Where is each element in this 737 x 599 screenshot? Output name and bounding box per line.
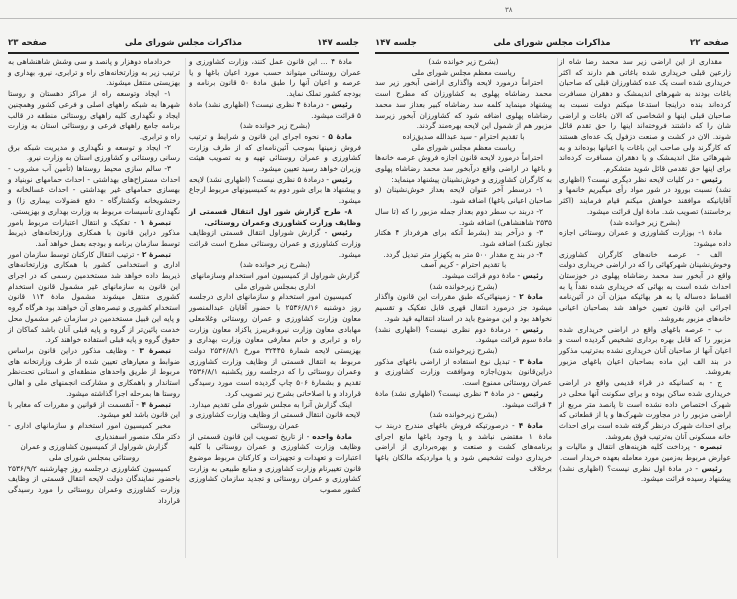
paragraph-text: ۴- در بند ج مقدار ۵۰۰ متر به یکهزار متر تبدیل گردد.: [383, 249, 543, 259]
paragraph: [8, 250, 180, 346]
paragraph: [375, 207, 552, 228]
paragraph: [375, 421, 552, 475]
speaker-or-article-label: تبصرهٔ ۳: [139, 345, 171, 355]
paragraph: [189, 132, 361, 175]
paragraph: [375, 185, 552, 206]
paragraph: [375, 325, 552, 346]
paragraph-text: - در کلیات لایحه نظر دیگری نیست؟ (اظهاری نشد) نسبت بورود در شور مواد رأی میگیریم خانمها و آقایانیکه موافقند خواهش میکنم قیام فرمایند (اکثر برخاستند) تصویب شد. مادهٔ اول قرائت میشود.: [559, 174, 731, 216]
paragraph-text: احتراماً درمورد لایحه واگذاری اراضی آبخور زیر سد محمد رضاشاه پهلوی به کشاورزان که مطرح است پیشنهاد مینماید کلمه سد رضاشاه کبیر بعداز سد محمد رضاشاه پهلوی اضافه شود که کشاورزان آبخور زیرسد مزبور هم از شمول این لایحه بهره‌مند گردند.: [375, 78, 552, 131]
paragraph-text: - درصورتیکه فروش باغهای مندرج دربند ب مادهٔ ۱ مقتضی نباشد و یا وجود باغها مانع اجرای برنامه‌های کشت و صنعت و بهره‌برداری از اراضی خریداری دولت تشخیص شود و یا مواردیکه مالکان باغها برخلاف: [375, 420, 552, 473]
paragraph: [559, 464, 731, 485]
speaker-or-article-label: رئیس: [522, 271, 543, 281]
centered-line: [375, 143, 552, 154]
speaker-or-article-label: رئیس: [522, 324, 543, 334]
centered-line: [375, 410, 552, 421]
paragraph-text: - درمادهٔ دوم نظری نیست؟ (اظهاری نشد) مادهٔ سوم قرائت میشود.: [375, 324, 552, 345]
paragraph: [8, 218, 180, 250]
paragraph-text: - تفکیک و انتقال اعتبارات مربوط بامور مذکور دراین قانون با همکاری وزارتخانه‌های ذیربط توسط سازمان برنامه و بودجه بعمل خواهد آمد.: [8, 217, 180, 248]
paragraph-text: - ترتیب انتقال کارکنان توسط سازمان امور اداری و استخدامی کشور با همکاری وزارتخانه‌های ذیربط داده خواهد شد مستخدمین رسمی که در اجرای این قانون به سازمانهای غیر مشمول قانون استخدام کشوری منتقل میشوند مشمول مادهٔ ۱۱۴ قانون استخدام کشوری و تبصره‌های آن خواهند بود هرگاه گروه و پایه این قبیل مستخدمین در سازمان غیر مشمول محل خدمت پائین‌تر از گروه و پایه قبلی آنان باشد کماکان از حقوق گروه و پایه قبلی استفاده خواهند کرد.: [8, 249, 180, 345]
paragraph: [559, 250, 731, 325]
running-title: مذاکرات مجلس شورای ملی: [493, 38, 611, 48]
paragraph: [8, 143, 180, 164]
paragraph: [375, 228, 552, 249]
paragraph-text: ریاست معظم مجلس شورای ملی: [411, 142, 516, 152]
paragraph-text: ۳- سالم سازی محیط روستاها (تأمین آب مشروب - احداث مستراح‌های بهداشتی - احداث حمامهای نوبنیاد و بهسازی حمامهای غیر بهداشتی - احداث غسالخانه و رختشویخانه وکشتارگاه - دفع فضولات بیماری زا) و نگهداری تأسیسات مربوط به وزارت بهداری و بهزیستی.: [8, 164, 180, 216]
paragraph-text: مقداری از این اراضی زیر سد محمد رضا شاه از زارعین قبلی خریداری شده باغاتی هم دارند که اکثر خریداری شده است یک عده کشاورزان قبلی که صاحبان باغات بودند به شهرهای اندیمشک و دهقران مسافرت کرده‌اند بنده دراینجا استدعا میکنم دولت نسبت به صاحبان قبلی اینها و اشخاصی که الان باغات و اراضی شان را که داشتند فروخته‌اند اینها را حق تقدم قائل شوند. الان در کشت و صنعت دزفول یک عده‌ای هستند که کارگرند ولی صاحب این باغات یا اعیانها بوده‌اند و به شهرهائی مثل اندیمشک و یا دهقران مسافرت کرده‌اند برای اینها حق تقدمی قائل شوید متشکرم.: [559, 57, 731, 174]
paragraph: [8, 464, 180, 507]
paragraph: [375, 250, 552, 261]
speaker-or-article-label: تبصرهٔ ۴: [141, 399, 171, 409]
running-title: مذاکرات مجلس شورای ملی: [124, 38, 243, 48]
paragraph-text: ریاست معظم مجلس شورای ملی: [411, 67, 516, 77]
paragraph-text: با تقدیم احترام - کریم آصف: [420, 260, 507, 270]
speaker-or-article-label: تبصرهٔ ۱: [140, 217, 171, 227]
paragraph-text: مادهٔ ۴ ... این قانون عمل کنند، وزارت کشاورزی و عمران روستائی میتواند حسب مورد اعیان باغها و یا عرصه و اعیان آنها را طبق مادهٔ ۵۰ قانون برنامه و بودجه کشور تملک نماید.: [189, 57, 361, 99]
paragraph-text: مادهٔ ۱- بوزارت کشاورزی و عمران روستائی اجازه داده میشود:: [559, 228, 731, 248]
paragraph: [189, 432, 361, 496]
centered-line: [189, 410, 361, 431]
speaker-or-article-label: مادهٔ ۵: [328, 131, 352, 141]
paragraph: [189, 175, 361, 207]
paragraph: [189, 100, 361, 121]
speaker-or-article-label: مادهٔ ۳: [519, 356, 543, 366]
paragraph-text: - زمینهائی‌که طبق مقررات این قانون واگذار میشود جز درمورد انتقال قهری قابل تفکیک و تقسیم نخواهد بود و این موضوع باید در اسناد انتقالیه قید شود.: [375, 292, 552, 323]
paragraph-text: - وظایف مذکور دراین قانون براساس ضوابط و معیارهای تعیین شده از طرف وزارتخانه های مربوط از طریق واحدهای منطقه‌ای و استانی تحت‌نظر استاندار و باهمکاری و مشارکت انجمنهای ملی و اهالی روستا ها بمرحله اجرا گذاشته میشود.: [8, 345, 180, 398]
paragraph: [8, 400, 180, 421]
paragraph-text: - گزارش شوراول انتقال قسمتی ازوظایف وزارت کشاورزی و عمران روستائی مطرح است قرائت میشود.: [189, 228, 361, 259]
paragraph: [559, 442, 731, 463]
top-folio-number: ۳۸: [505, 6, 513, 14]
speaker-or-article-label: رئیس: [522, 388, 543, 398]
text-column: [559, 57, 731, 485]
paragraph-text: ب - عرصه باغهای واقع در اراضی خریداری شده مزبور را که قابل بهره برداری تشخیص گردیده است و اعیان آنها از صاحبان آنان خریداری نشده به‌ترتیب مذکور در بند الف این ماده بصاحبان اعیان باغهای مزبور بفروشد.: [559, 324, 731, 377]
paragraph-text: ۳- و درآخر بند (بشرط آنکه برای هرفرداز ۴ هکتار تجاوز نکند) اضافه شود.: [375, 228, 552, 248]
paragraph: [375, 357, 552, 389]
paragraph-text: کمیسیون کشاورزی درجلسه روز چهارشنبه ۲۵۳۶/۹/۲ باحضور نمایندگان دولت لایحه انتقال قسمتی از وظایف وزارت کشاورزی وعمران روستائی را مورد رسیدگی قرارداد: [8, 463, 180, 505]
paragraph-text: ۲- دربند ب سطر دوم بعداز جمله مزبور را که (تا سال ۲۵۳۵ شاهنشاهی) اضافه شود.: [375, 206, 552, 227]
paragraph-text: - در مادهٔ ۳ نظری نیست؟ (اظهاری نشد) مادهٔ ۴ قرائت میشود.: [375, 388, 552, 409]
speaker-or-article-label: رئیس: [701, 174, 722, 184]
right-page: [367, 0, 737, 599]
paragraph: [8, 89, 180, 143]
paragraph-text: - آنقسمت از قوانین و مقررات که مغایر با این قانون باشد لغو میشود.: [8, 399, 180, 420]
centered-line: [375, 260, 552, 271]
paragraph-text: (بشرح زیرخوانده شد): [429, 281, 498, 291]
paragraph: [559, 325, 731, 379]
speaker-or-article-label: رئیس: [331, 174, 353, 184]
column-divider: [557, 58, 558, 558]
paragraph-text: - در مادهٔ اول نظری نیست؟ (اظهاری نشد) پیشنهاد رسیده قرائت میشود.: [559, 463, 731, 484]
speaker-or-article-label: مادهٔ ۲: [519, 292, 543, 302]
column-divider: [185, 58, 186, 558]
paragraph: [189, 400, 361, 411]
paragraph-text: مخبر کمیسیون امور استخدام و سازمانهای اداری - دکتر ملک منصور اسفندیاری: [8, 420, 180, 441]
page-header: [8, 38, 359, 50]
text-column: [189, 57, 361, 496]
centered-line: [375, 68, 552, 79]
speaker-or-article-label: رئیس: [331, 228, 352, 238]
paragraph-text: - مادهٔ دوم قرائت میشود.: [442, 271, 523, 281]
paragraph-text: - درمادهٔ ۴ نظری نیست؟ (اظهاری نشد) مادهٔ ۵ قرائت میشود.: [189, 99, 361, 120]
paragraph: [8, 346, 180, 400]
paragraph-text: ۲- ایجاد و توسعه و نگهداری و مدیریت شبکه برق رسانی روستائی و کشاورزی استان به وزارت نیرو.: [8, 142, 180, 163]
section-heading: [189, 207, 361, 228]
paragraph-text: (بشرح زیر خوانده شد): [609, 217, 681, 227]
paragraph-text: ج - به کسانیکه در قراء قدیمی واقع در اراضی خریداری شده ساکن بوده و برای سکونت آنها محلی در شهرک اختصاص داده نشده است تا پانصد متر مربع از اراضی مزبور را در مجاورت شهرک‌ها و یا از قطعاتی که برای احداث شهرک درنظر گرفته شده است برای احداث خانه مسکونی آنان به‌ترتیب فوق بفروشد.: [559, 378, 731, 441]
paragraph: [8, 57, 180, 89]
paragraph-text: لایحه قانون انتقال قسمتی از وظایف وزارت کشاورزی و عمران روستائی: [189, 410, 361, 430]
scan-edge-line: [367, 18, 737, 19]
centered-line: [189, 121, 361, 132]
paragraph-text: ۱- ایجاد وتوسعه راه از مراکز دهستان و روستا شهرها به شبکه راههای اصلی و فرعی کشور وهمچنین ایجاد و نگهداری کلیه راههای روستائی منطقه در قالب برنامه جامع راههای فرعی و روستائی استان به وزارت راه و ترابری.: [8, 89, 180, 141]
paragraph-text: (بشرح زیر خوانده شد): [239, 121, 311, 131]
speaker-or-article-label: مادهٔ واحده: [312, 431, 352, 441]
page-number: صفحه ۲۳: [8, 38, 47, 48]
paragraph: [559, 57, 731, 175]
paragraph-text: کمیسیون امور استخدام و سازمانهای اداری درجلسه روز دوشنبه ۲۵۳۶/۸/۱۶ با حضور آقایان عبدالمنصور معاون وزارت کشاورزی و عمران روستائی وغلامعلی مهابادی معاون وزارت نیرو،فریبرز یاکزاد معاون وزارت راه و ترابری و خانم معارفی معاون وزارت بهداری و بهزیستی لایحه شمارهٔ ۳۲۴۴۵ مورخ ۲۵۳۶/۸/۱ دولت مربوط به انتقال قسمتی از وظایف وزارت کشاورزی وعمران روستائی را که درجلسه روز یکشنبه ۲۵۳۶/۸/۱ تقدیم و بشمارهٔ ۵۰۶ چاپ گردیده است مورد رسیدگی قرارداد و با اصلاحاتی بشرح زیر تصویب کرد.: [189, 292, 361, 398]
paragraph-text: گزارش شوراول از کمیسیون امور استخدام وسازمانهای اداری بمجلس شورای ملی: [190, 271, 360, 291]
paragraph-text: - نحوه اجرای این قانون و شرایط و ترتیب فروش زمینها بموجب آئین‌نامه‌ای که از طرف وزارت کشاورزی و عمران روستائی تهیه و به تصویب هیئت وزیران خواهد رسید تعیین میشود.: [189, 131, 361, 174]
paragraph-text: - تبدیل نوع استفاده از اراضی باغهای مذکور دراین‌قانون بدون‌اجازه وموافقت وزارت کشاورزی و عمران روستائی ممنوع است.: [375, 356, 552, 388]
centered-line: [189, 271, 361, 292]
paragraph-text: الف - عرصه خانه‌های کارگران کشاورزی وخوش‌نشینان شهرکهائی را که در اراضی خریداری دولت واقع در آبخور سد محمد رضاشاه پهلوی در خوزستان احداث شده است به بهائی که خریداری شده نقداً یا به اقساط ده‌ساله یا به هر بهائیکه میزان آن در آئین‌نامه اجرائی این قانون تعیین خواهد شد بصاحبان اعیانی خانه‌های مزبور بفروشد.: [559, 249, 731, 323]
speaker-or-article-label: تبصرهٔ ۲: [141, 249, 171, 259]
speaker-or-article-label: رئیس: [701, 463, 722, 473]
paragraph-text: گزارش شوراول از کمیسیون کشاورزی و عمران روستائی بمجلس شورای ملی: [20, 442, 168, 463]
paragraph-text: ۱- درسطر آخر عنوان لایحه بعداز خوش‌نشینان (و صاحبان اعیانی باغها) اضافه شود.: [375, 185, 552, 206]
centered-line: [375, 346, 552, 357]
session-number: جلسه ۱۴۷: [375, 38, 417, 48]
paragraph-text: خردادماه دوهزار و پانصد و سی وشش شاهنشاهی به ترتیب زیر به وزارتخانه‌های راه و ترابری، نیرو، بهداری و بهزیستی منتقل میشوند.: [8, 57, 180, 88]
centered-line: [375, 57, 552, 68]
paragraph: [375, 153, 552, 185]
page-header: [375, 38, 729, 50]
paragraph-text: با تقدیم احترام - سید عبدالله صدیق‌زاده: [402, 131, 525, 141]
header-rule: [8, 52, 359, 54]
paragraph-text: - پرداخت کلیه هزینه‌های انتقال و مالیات و عوارض مربوط به‌زمین مورد معامله بعهده خریدار است.: [559, 442, 731, 463]
centered-line: [375, 132, 552, 143]
paragraph: [189, 57, 361, 100]
paragraph-text: (بشرح زیرخوانده شد): [429, 410, 498, 420]
centered-line: [189, 260, 361, 271]
paragraph: [559, 175, 731, 218]
paragraph-text: (بشرح زیر خوانده شد): [428, 57, 499, 66]
paragraph: [375, 389, 552, 410]
paragraph: [189, 228, 361, 260]
paragraph: [559, 378, 731, 442]
paragraph: [559, 228, 731, 249]
paragraph-text: - درمادهٔ ۵ نظری نیست؟ (اظهاری نشد) لایحه و پیشنهاد ها برای شور دوم به کمیسیونهای مربوط ارجاع میشود.: [189, 174, 361, 206]
left-page: [0, 0, 367, 599]
paragraph-text: (بشرح زیرخوانده شد): [429, 345, 498, 355]
text-column: [8, 57, 180, 507]
paragraph: [8, 164, 180, 218]
paragraph-text: احتراماً درمورد لایحه قانون اجازه فروش عرصه خانه‌ها و باغها در اراضی واقع درآبخور سد محمد رضاشاه پهلوی به کارگران کشاورزی و خوش‌نشینان پیشنهاد مینماید:: [375, 153, 552, 184]
speaker-or-article-label: تبصره: [699, 442, 722, 452]
scan-edge-line: [0, 18, 367, 19]
page-number: صفحه ۲۲: [690, 38, 729, 48]
text-column: [375, 57, 552, 474]
paragraph-text: ۸- طرح گزارش شور اول انتقال قسمتی از وظایف وزارت کشاورزی وعمران روستائی.: [189, 206, 361, 227]
paragraph: [8, 421, 180, 442]
paragraph-text: (بشرح زیر خوانده شد): [239, 260, 311, 270]
paragraph: [375, 271, 552, 282]
speaker-or-article-label: مادهٔ ۴: [518, 420, 543, 430]
paragraph: [375, 78, 552, 132]
centered-line: [8, 442, 180, 463]
centered-line: [375, 282, 552, 293]
paragraph: [189, 292, 361, 399]
session-number: جلسه ۱۴۷: [317, 38, 359, 48]
centered-line: [559, 218, 731, 229]
speaker-or-article-label: رئیس: [331, 99, 352, 109]
paragraph-text: اینک گزارش آنرا به مجلس شورای ملی تقدیم میدارد.: [189, 399, 352, 409]
header-rule: [375, 52, 729, 54]
paragraph-text: - از تاریخ تصویب این قانون قسمتی از وظایف وزارت کشاورزی و عمران روستائی با کلیه اعتبارات و تعهدات و تجهیزات و کارکنان مربوط موضوع قانون تغییرنام وزارت کشاورزی و منابع طبیعی به وزارت کشاورزی و عمران روستائی و تجدید سازمان کشاورزی کشور مصوب: [189, 431, 361, 495]
paragraph: [375, 292, 552, 324]
